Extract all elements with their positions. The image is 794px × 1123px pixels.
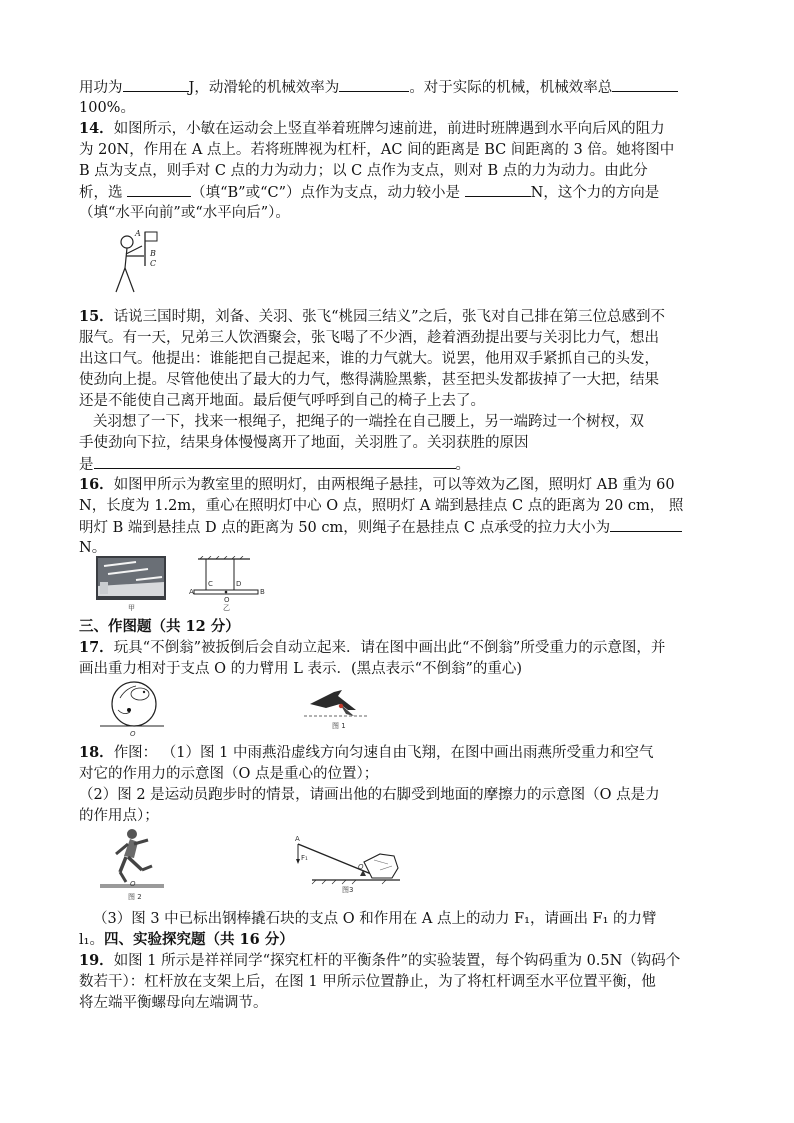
q19-line3: 将左端平衡螺母向左端调节。 xyxy=(79,995,268,1011)
q13-line2: 100%。 xyxy=(79,100,135,116)
q14-blank-pivot[interactable] xyxy=(127,181,191,197)
q14-line4: 析，选 （填“B”或“C”）点作为支点，动力较小是 N，这个力的方向是 xyxy=(79,181,659,204)
section-3-heading: 三、作图题（共 12 分） xyxy=(79,618,240,635)
caption-figure-1: 图 1 xyxy=(332,722,346,730)
q19-line2: 数若干）：杠杆放在支架上后，在图 1 甲所示位置静止，为了将杠杆调至水平位置平衡，他 xyxy=(79,974,656,990)
q18-figure3-lever-rock xyxy=(292,832,404,896)
q16-figure-yi-diagram xyxy=(188,556,270,612)
q14-line2: 为 20N，作用在 A 点上。若将班牌视为杠杆，AC 间的距离是 BC 间距离的 3 倍。她将图中 xyxy=(79,142,675,158)
q13-line1: 用功为 J，动滑轮的机械效率为 。对于实际的机械，机械效率总 xyxy=(79,76,678,99)
q15-line4: 使劲向上提。尽管他使出了最大的力气，憋得满脸黑紫，甚至把头发都拔掉了一大把，结果 xyxy=(79,372,659,388)
q16-line4: N。 xyxy=(79,540,107,556)
q19-line1: 19．如图 1 所示是祥祥同学“探究杠杆的平衡条件”的实验装置，每个钩码重为 0.5N（钩码个 xyxy=(79,952,681,969)
label-D: D xyxy=(236,580,242,588)
label-F1: F₁ xyxy=(301,854,308,862)
q15-line2: 服气。有一天，兄弟三人饮酒聚会，张飞喝了不少酒，趁着酒劲提出要与关羽比力气，想出 xyxy=(79,330,659,346)
q13-blank-efficiency[interactable] xyxy=(339,76,409,92)
q18-line1: 18．作图： （1）图 1 中雨燕沿虚线方向匀速自由飞翔，在图中画出雨燕所受重力和空气 xyxy=(79,744,654,761)
q15-line1: 15．话说三国时期，刘备、关羽、张飞“桃园三结义”之后，张飞对自己排在第三位总感到不 xyxy=(79,308,666,325)
q18-line2: 对它的作用力的示意图（O 点是重心的位置）； xyxy=(79,766,379,782)
caption-figure-2: 图 2 xyxy=(128,893,142,901)
q18-line5: （3）图 3 中已标出钢棒撬石块的支点 O 和作用在 A 点上的动力 F₁，请画出 F₁ 的力臂 xyxy=(93,911,657,927)
q15-line6: 关羽想了一下，找来一根绳子，把绳子的一端拴在自己腰上，另一端跨过一个树杈，双 xyxy=(93,414,644,430)
q17-line2: 画出重力相对于支点 O 的力臂用 L 表示．(黑点表示“不倒翁”的重心) xyxy=(79,661,523,677)
q18-figure2-runner xyxy=(100,826,166,902)
q15-line8: 是 。 xyxy=(79,453,470,476)
label-O: O xyxy=(224,596,230,604)
label-A: A xyxy=(295,835,300,843)
label-C: C xyxy=(208,580,213,588)
q16-figure-jia-photo xyxy=(96,556,168,612)
label-O-runner: O xyxy=(130,880,136,888)
q14-line1: 14．如图所示，小敏在运动会上竖直举着班牌匀速前进，前进时班牌遇到水平向后风的阻力 xyxy=(79,120,665,137)
label-B: B xyxy=(260,588,265,596)
q17-figure-tumbler xyxy=(100,680,166,736)
caption-figure-3: 图3 xyxy=(342,886,354,894)
q15-line7: 手使劲向下拉，结果身体慢慢离开了地面，关羽胜了。关羽获胜的原因 xyxy=(79,435,529,451)
q16-line2: N，长度为 1.2m，重心在照明灯中心 O 点，照明灯 A 端到悬挂点 C 点的距离为 20 cm， 照 xyxy=(79,498,684,514)
q18-line4: 的作用点）； xyxy=(79,808,159,824)
label-A: A xyxy=(189,588,194,596)
q14-line3: B 点为支点，则手对 C 点的力为动力；以 C 点作为支点，则对 B 点的力为动力。由此分 xyxy=(79,163,648,179)
q16-line3: 明灯 B 端到悬挂点 D 点的距离为 50 cm，则绳子在悬挂点 C 点承受的拉力大小为 xyxy=(79,516,682,539)
q18-line6: l₁。四、实验探究题（共 16 分） xyxy=(79,931,294,948)
label-C: C xyxy=(150,259,157,268)
q18-line3: （2）图 2 是运动员跑步时的情景，请画出他的右脚受到地面的摩擦力的示意图（O 点是力 xyxy=(79,787,660,803)
q17-line1: 17．玩具“不倒翁”被扳倒后会自动立起来．请在图中画出此“不倒翁”所受重力的示意图，并 xyxy=(79,639,666,656)
q18-figure1-swift xyxy=(300,686,370,734)
q14-blank-force[interactable] xyxy=(465,181,531,197)
q14-line5: （填“水平向前”或“水平向后”）。 xyxy=(79,205,290,221)
caption-jia: 甲 xyxy=(128,604,135,612)
q15-line3: 出这口气。他提出：谁能把自己提起来，谁的力气就大。说罢，他用双手紧抓自己的头发， xyxy=(79,351,659,367)
q13-blank-compare[interactable] xyxy=(612,76,678,92)
q15-line5: 还是不能使自己离开地面。最后便气呼呼到自己的椅子上去了。 xyxy=(79,393,485,409)
label-A: A xyxy=(135,229,141,238)
q16-line1: 16．如图甲所示为教室里的照明灯，由两根绳子悬挂，可以等效为乙图，照明灯 AB 重为 60 xyxy=(79,476,675,493)
q13-blank-work[interactable] xyxy=(123,76,189,92)
label-B: B xyxy=(150,249,156,258)
q15-blank-reason[interactable] xyxy=(94,453,456,469)
caption-yi: 乙 xyxy=(223,604,230,612)
q16-blank-tension[interactable] xyxy=(610,516,682,532)
q14-figure-flag-bearer xyxy=(108,226,168,298)
label-O-fulcrum: O xyxy=(358,863,364,871)
label-O: O xyxy=(130,730,136,736)
